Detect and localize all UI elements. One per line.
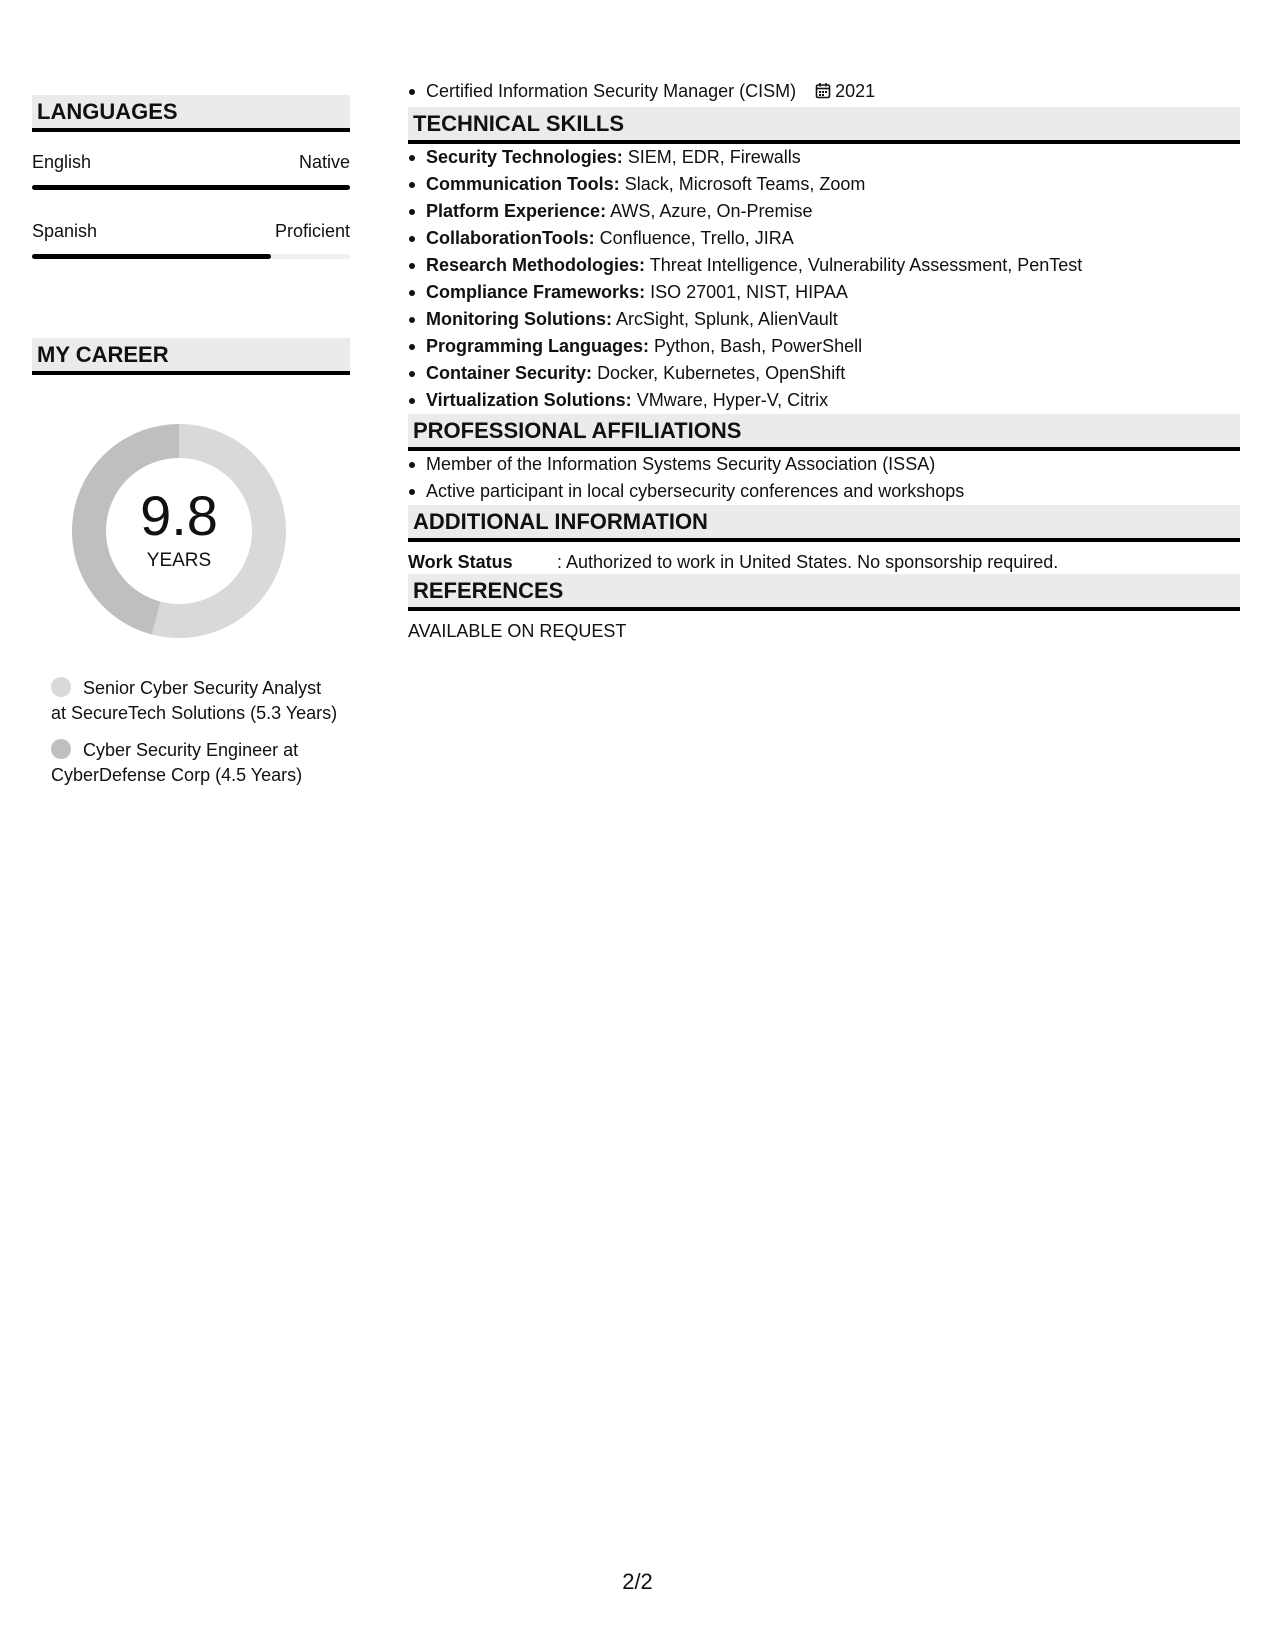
certification-date bbox=[815, 81, 875, 101]
skill-label: Compliance Frameworks: bbox=[426, 282, 646, 302]
affiliations-list bbox=[408, 451, 1240, 505]
certification-name: Certified Information Security Manager (CISM) bbox=[426, 81, 797, 101]
certification-year: 2021 bbox=[835, 81, 876, 101]
technical-skills-list bbox=[408, 144, 1240, 414]
career-legend bbox=[51, 676, 341, 787]
skill-item bbox=[426, 252, 1240, 279]
career-total-years: 9.8 bbox=[140, 484, 218, 547]
language-level: Proficient bbox=[274, 221, 350, 241]
skill-item bbox=[426, 171, 1240, 198]
skill-value: Slack, Microsoft Teams, Zoom bbox=[624, 174, 866, 194]
affiliation-item: Active participant in local cybersecurity conferences and workshops bbox=[426, 478, 1240, 505]
skill-value: SIEM, EDR, Firewalls bbox=[627, 147, 801, 167]
skill-item bbox=[426, 144, 1240, 171]
skill-label: Container Security: bbox=[426, 363, 593, 383]
skill-label: CollaborationTools: bbox=[426, 228, 595, 248]
additional-information-header: ADDITIONAL INFORMATION bbox=[408, 505, 1240, 542]
skill-value: VMware, Hyper-V, Citrix bbox=[636, 390, 829, 410]
affiliation-item: Member of the Information Systems Security Association (ISSA) bbox=[426, 451, 1240, 478]
language-proficiency-fill bbox=[32, 254, 271, 259]
skill-item bbox=[426, 387, 1240, 414]
skill-value: Threat Intelligence, Vulnerability Assessment, PenTest bbox=[649, 255, 1083, 275]
skill-value: AWS, Azure, On-Premise bbox=[610, 201, 813, 221]
page-number: 2/2 bbox=[622, 1569, 653, 1594]
skill-value: ISO 27001, NIST, HIPAA bbox=[650, 282, 848, 302]
language-proficiency-bar bbox=[32, 185, 350, 190]
legend-dot bbox=[51, 677, 71, 697]
work-status-label: Work Status bbox=[408, 552, 513, 572]
skill-label: Virtualization Solutions: bbox=[426, 390, 632, 410]
language-proficiency-fill bbox=[32, 185, 350, 190]
skill-value: Python, Bash, PowerShell bbox=[654, 336, 863, 356]
references-header: REFERENCES bbox=[408, 574, 1240, 611]
skill-label: Communication Tools: bbox=[426, 174, 620, 194]
skill-item bbox=[426, 225, 1240, 252]
career-legend-label: Senior Cyber Security Analyst at SecureTech Solutions (5.3 Years) bbox=[51, 678, 338, 723]
technical-skills-header: TECHNICAL SKILLS bbox=[408, 107, 1240, 144]
skill-value: ArcSight, Splunk, AlienVault bbox=[615, 309, 838, 329]
skill-item bbox=[426, 198, 1240, 225]
skill-item bbox=[426, 333, 1240, 360]
skill-value: Docker, Kubernetes, OpenShift bbox=[597, 363, 846, 383]
career-legend-item bbox=[51, 676, 341, 725]
skill-label: Platform Experience: bbox=[426, 201, 607, 221]
skill-label: Monitoring Solutions: bbox=[426, 309, 612, 329]
career-total-unit: YEARS bbox=[146, 550, 212, 571]
certification-list bbox=[408, 78, 1240, 107]
skill-label: Security Technologies: bbox=[426, 147, 623, 167]
right-column bbox=[408, 78, 1240, 642]
career-header: MY CAREER bbox=[32, 338, 350, 375]
skill-value: Confluence, Trello, JIRA bbox=[599, 228, 794, 248]
legend-dot bbox=[51, 739, 71, 759]
skill-label: Programming Languages: bbox=[426, 336, 650, 356]
work-status-value: : Authorized to work in United States. No sponsorship required. bbox=[557, 552, 1059, 572]
left-column bbox=[32, 95, 350, 800]
career-donut-chart bbox=[66, 418, 292, 644]
language-row-english bbox=[32, 132, 350, 190]
certification-item bbox=[426, 78, 1240, 107]
donut-center bbox=[66, 418, 292, 644]
language-name: Spanish bbox=[32, 221, 98, 241]
career-legend-item bbox=[51, 738, 341, 787]
calendar-icon bbox=[815, 80, 831, 107]
skill-item bbox=[426, 279, 1240, 306]
professional-affiliations-header: PROFESSIONAL AFFILIATIONS bbox=[408, 414, 1240, 451]
skill-item bbox=[426, 306, 1240, 333]
skill-item bbox=[426, 360, 1240, 387]
languages-header: LANGUAGES bbox=[32, 95, 350, 132]
skill-label: Research Methodologies: bbox=[426, 255, 646, 275]
language-name: English bbox=[32, 152, 92, 172]
language-row-spanish bbox=[32, 201, 350, 259]
career-legend-label: Cyber Security Engineer at CyberDefense Corp (4.5 Years) bbox=[51, 740, 303, 785]
references-text: AVAILABLE ON REQUEST bbox=[408, 621, 627, 641]
work-status-row bbox=[408, 550, 1240, 574]
language-level: Native bbox=[298, 152, 350, 172]
language-proficiency-bar bbox=[32, 254, 350, 259]
